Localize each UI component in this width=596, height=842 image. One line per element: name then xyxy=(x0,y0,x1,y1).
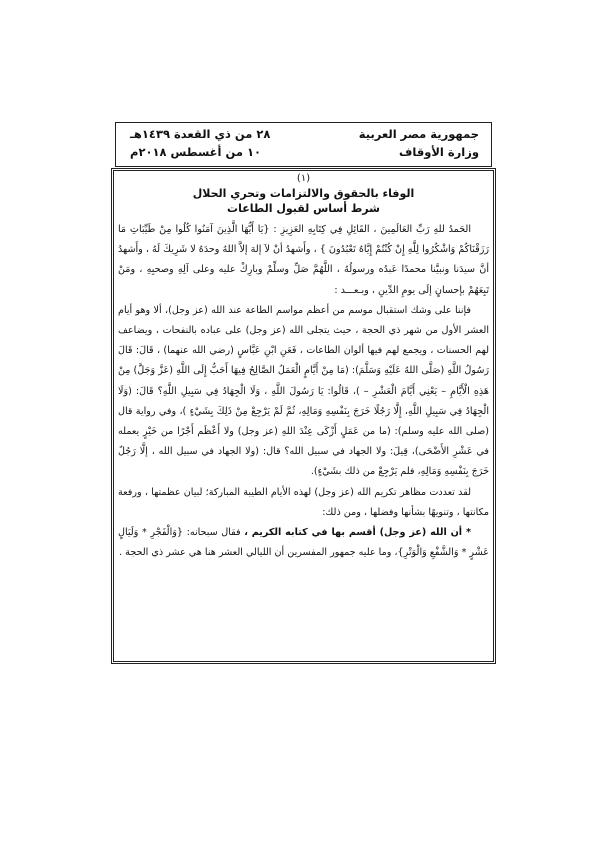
paragraph-point xyxy=(118,523,489,563)
country-name: جمهورية مصر العربية xyxy=(358,127,479,141)
paragraph-opening: الحَمدُ للهِ رَبِّ العَالَمِينَ ، القَائِلِ فِي كِتَابِهِ العَزِيزِ : {يَا أَيُّهَا الَّذِينَ آمَنُوا كُلُوا مِنْ طَيِّبَاتِ مَا رَزَقْنَاكُمْ وَاشْكُرُوا لِلَّهِ إِنْ كُنْتُمْ إِيَّاهُ تَعْبُدُونَ } ، وأَشهدُ أنْ لاَ إلهَ إلاَّ اللهُ وحدَهُ لا شَرِيكَ لَهُ ، وأَشهدُ أنَّ سيدَنا ونبيَّنا محمدًا عَبدُه ورسولُهُ ، اللَّهُمَّ صَلِّ وسلِّمْ وبارِكْ عليه وعلى آلِهِ وصحبِهِ ، ومَنْ تَبِعَهُمْ بإحسانٍ إلَى يومِ الدِّينِ ، وبـعـــد : xyxy=(118,224,489,296)
point-lead: * أن الله (عز وجل) أقسم بها في كتابه الكريم ، xyxy=(244,527,471,539)
paragraph-hadith: فإننا على وشك استقبال موسم من أعظم مواسم الطاعة عند الله (عز وجل)، ألا وهو أيام العشر الأول من شهر ذي الحجة ، حيث يتجلى الله (عز وجل) على عباده بالنفحات ، ويضاعف لهم الحسنات ، ويجمع لهم فيها ألوان الطاعات ، فَعَنِ ابْنِ عَبَّاسٍ (رضي الله عنهما) ، قَالَ: قَالَ رَسُولُ اللَّهِ (صَلَّى اللهُ عَلَيْهِ وَسَلَّمَ): (مَا مِنْ أَيَّامٍ الْعَمَلُ الصَّالِحُ فِيهَا أَحَبُّ إِلَى اللَّهِ (عَزَّ وَجَلَّ) مِنْ هَذِهِ الْأَيَّامِ – يَعْنِي أَيَّامَ الْعَشْرِ – )، قَالُوا: يَا رَسُولَ اللَّهِ ، وَلَا الْجِهَادُ فِي سَبِيلِ اللَّهِ؟ قَالَ: (وَلَا الْجِهَادُ فِي سَبِيلِ اللَّهِ، إِلَّا رَجُلًا خَرَجَ بِنَفْسِهِ وَمَالِهِ، ثُمَّ لَمْ يَرْجِعْ مِنْ ذَلِكَ بِشَيْءٍ )، وفي رواية قال (صلى الله عليه وسلم): (ما من عَمَلٍ أَزْكَى عِنْدَ اللهِ (عز وجل) ولا أَعْظَم أَجْرًا من خَيْرٍ يعمله في عَشْرِ الأَضْحَى)، قِيلَ: ولا الجهاد في سبيل الله؟ قال: (ولا الجهاد في سبيل الله ، إلَّا رَجُلٌ خَرَجَ بِنَفْسِهِ وَمَالِهِ، فلم يَرْجِعْ من ذلك بشَيْءٍ). xyxy=(118,304,489,478)
hijri-date: ٢٨ من ذي القعدة ١٤٣٩هـ xyxy=(130,127,271,141)
ministry-name: وزارة الأوقاف xyxy=(399,145,479,159)
point-rest: فقال سبحانه: {وَالْفَجْرِ * وَلَيَالٍ عَشْرٍ * وَالشَّفْعِ وَالْوَتْرِ}، وما عليه جمهور المفسرين أن الليالي العشر هنا هي عشر ذي الحجة . xyxy=(118,527,489,559)
sermon-number: (١) xyxy=(296,173,311,184)
sermon-title: الوفاء بالحقوق والالتزامات وتحري الحلال xyxy=(192,187,415,200)
sermon-body xyxy=(118,170,489,563)
gregorian-date: ١٠ من أغسطس ٢٠١٨م xyxy=(130,145,262,159)
document-header xyxy=(115,122,492,167)
sermon-subtitle: شرط أساس لقبول الطاعات xyxy=(227,202,380,215)
paragraph-honor: لقد تعددت مظاهر تكريم الله (عز وجل) لهذه الأيام الطيبة المباركة؛ لبيان عظمتها ، ورفعة مكانتها ، وتنويهًا بشأنها وفضلها ، ومن ذلك: xyxy=(118,486,489,518)
